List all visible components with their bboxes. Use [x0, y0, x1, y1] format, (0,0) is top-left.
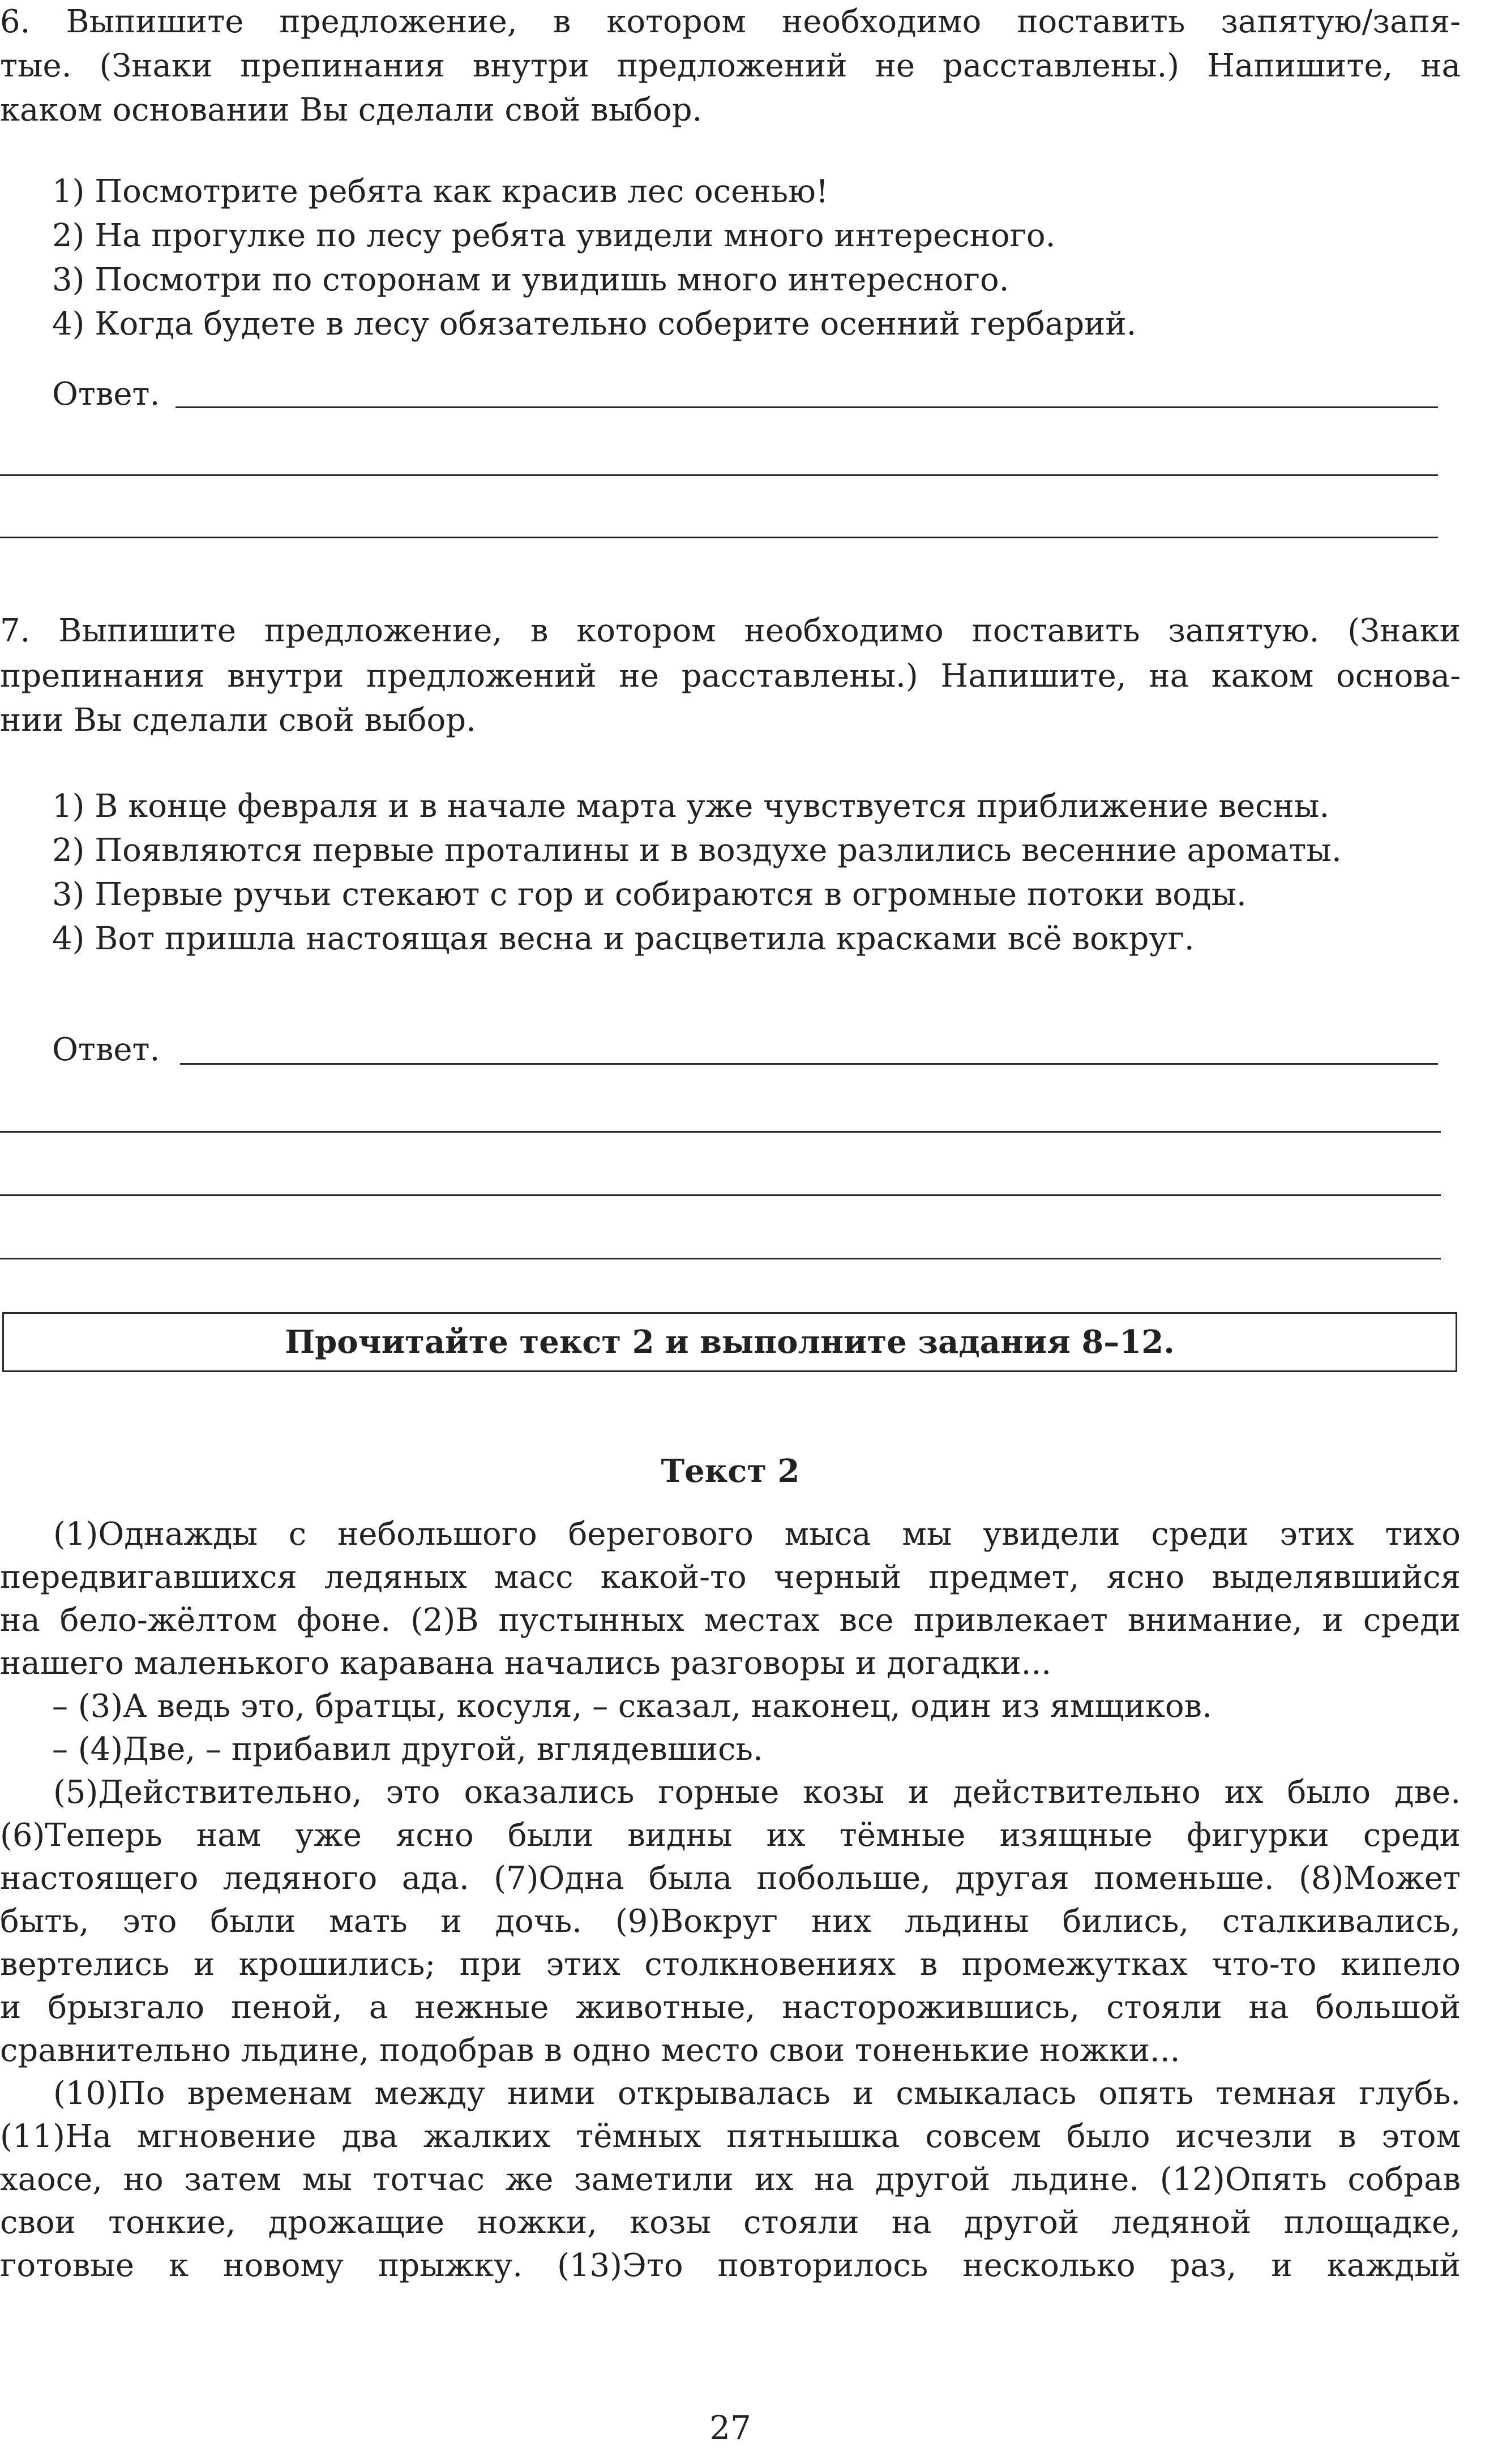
task6-option-1: 1) Посмотрите ребята как красив лес осенью! [52, 173, 829, 210]
task6-option-2: 2) На прогулке по лесу ребята увидели много интересного. [52, 217, 1056, 254]
task7-option-4: 4) Вот пришла настоящая весна и расцветила красками всё вокруг. [52, 920, 1195, 957]
task6-answer-line-1[interactable] [176, 406, 1438, 408]
task6-line-1: 6. Выпишите предложение, в котором необходимо поставить запятую/запя- [0, 3, 1461, 40]
text2-line-17: свои тонкие, дрожащие ножки, козы стояли на другой ледяной площадке, [0, 2204, 1461, 2241]
task6-line-3: каком основании Вы сделали свой выбор. [0, 92, 703, 128]
text2-line-12: и брызгало пеной, а нежные животные, насторожившись, стояли на большой [0, 1989, 1461, 2026]
text2-title: Текст 2 [661, 1452, 800, 1490]
instruction-box [2, 1312, 1457, 1372]
task7-answer-line-4[interactable] [0, 1258, 1441, 1259]
task7-answer-line-1[interactable] [180, 1063, 1438, 1065]
task7-answer-label: Ответ. [52, 1031, 160, 1068]
text2-line-5: – (3)А ведь это, братцы, косуля, – сказал, наконец, один из ямщиков. [52, 1688, 1212, 1725]
text2-line-2: передвигавшихся ледяных масс какой-то черный предмет, ясно выделявшийся [0, 1559, 1461, 1596]
task7-answer-line-2[interactable] [0, 1131, 1441, 1133]
text2-line-13: сравнительно льдине, подобрав в одно место свои тоненькие ножки... [0, 2032, 1180, 2069]
text2-line-11: вертелись и крошились; при этих столкновениях в промежутках что-то кипело [0, 1946, 1461, 1983]
text2-line-7: (5)Действительно, это оказались горные козы и действительно их было две. [53, 1774, 1461, 1811]
task7-option-2: 2) Появляются первые проталины и в воздухе разлились весенние ароматы. [52, 832, 1342, 869]
text2-line-4: нашего маленького каравана начались разговоры и догадки... [0, 1645, 1052, 1682]
task7-option-1: 1) В конце февраля и в начале марта уже чувствуется приближение весны. [52, 788, 1330, 825]
instruction-text: Прочитайте текст 2 и выполните задания 8–12. [285, 1323, 1175, 1361]
task7-line-1: 7. Выпишите предложение, в котором необходимо поставить запятую. (Знаки [0, 612, 1461, 649]
text2-line-9: настоящего ледяного ада. (7)Одна была побольше, другая поменьше. (8)Может [0, 1860, 1461, 1897]
text2-line-18: готовые к новому прыжку. (13)Это повторилось несколько раз, и каждый [0, 2247, 1461, 2284]
text2-line-8: (6)Теперь нам уже ясно были видны их тёмные изящные фигурки среди [0, 1817, 1461, 1854]
page-number: 27 [709, 2409, 751, 2447]
text2-line-16: хаосе, но затем мы тотчас же заметили их на другой льдине. (12)Опять собрав [0, 2161, 1461, 2198]
task7-option-3: 3) Первые ручьи стекают с гор и собираются в огромные потоки воды. [52, 876, 1247, 913]
task6-option-3: 3) Посмотри по сторонам и увидишь много интересного. [52, 262, 1009, 298]
task7-line-2: препинания внутри предложений не расставлены.) Напишите, на каком основа- [0, 658, 1461, 695]
task6-option-4: 4) Когда будете в лесу обязательно соберите осенний гербарий. [52, 306, 1137, 342]
text2-line-14: (10)По временам между ними открывалась и смыкалась опять темная глубь. [53, 2075, 1461, 2112]
text2-line-6: – (4)Две, – прибавил другой, вглядевшись. [52, 1731, 763, 1768]
task6-answer-line-3[interactable] [0, 537, 1438, 538]
text2-line-10: быть, это были мать и дочь. (9)Вокруг них льдины бились, сталкивались, [0, 1903, 1461, 1940]
task7-answer-line-3[interactable] [0, 1194, 1441, 1196]
task7-line-3: нии Вы сделали свой выбор. [0, 702, 476, 739]
text2-line-1: (1)Однажды с небольшого берегового мыса мы увидели среди этих тихо [53, 1516, 1461, 1553]
text2-line-15: (11)На мгновение два жалких тёмных пятнышка совсем было исчезли в этом [0, 2118, 1461, 2155]
task6-answer-label: Ответ. [52, 376, 160, 413]
task6-line-2: тые. (Знаки препинания внутри предложений не расставлены.) Напишите, на [0, 48, 1461, 84]
task6-answer-line-2[interactable] [0, 474, 1438, 476]
text2-line-3: на бело-жёлтом фоне. (2)В пустынных местах все привлекает внимание, и среди [0, 1602, 1461, 1639]
